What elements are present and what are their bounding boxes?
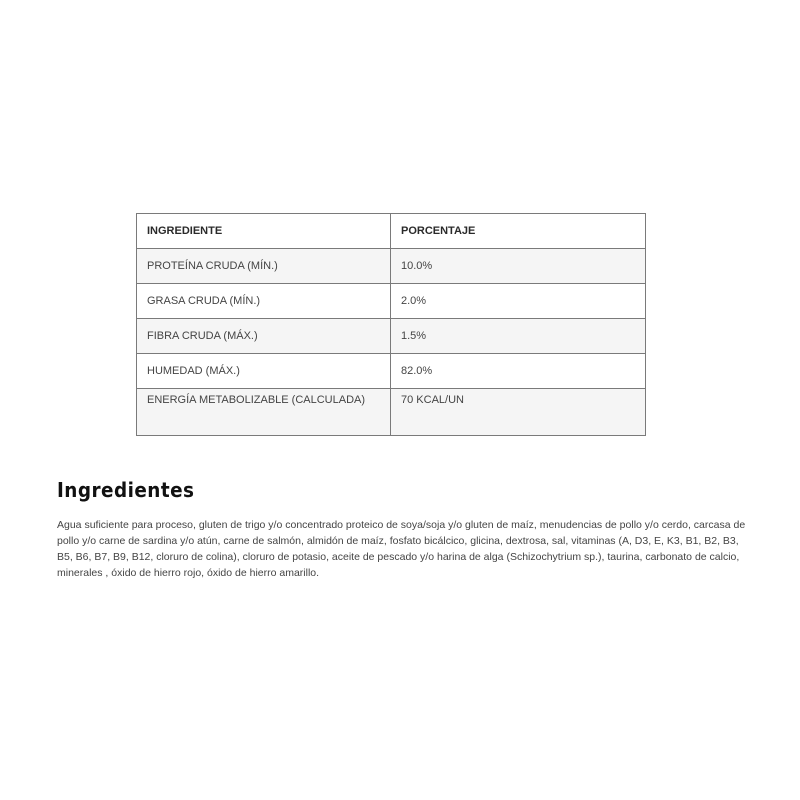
table-row — [137, 389, 646, 436]
table-row — [137, 319, 646, 354]
guaranteed-analysis-table — [136, 213, 646, 436]
ingredient-cell: PROTEÍNA CRUDA (MÍN.) — [137, 249, 391, 284]
table-row — [137, 284, 646, 319]
percentage-cell: 2.0% — [391, 284, 646, 319]
table-row — [137, 249, 646, 284]
table-header-row — [137, 214, 646, 249]
percentage-cell: 10.0% — [391, 249, 646, 284]
ingredients-heading: Ingredientes — [57, 478, 195, 502]
ingredients-text: Agua suficiente para proceso, gluten de trigo y/o concentrado proteico de soya/soja y/o gluten de maíz, menudencias de pollo y/o cerdo, carcasa de pollo y/o carne de sardina y/o atún, carne de salmón, almidón de maíz, fosfato bicálcico, glicina, dextrosa, sal, vitaminas (A, D3, E, K3, B1, B2, B3, B5, B6, B7, B9, B12, cloruro de colina), cloruro de potasio, aceite de pescado y/o harina de alga (Schizochytrium sp.), taurina, carbonato de calcio, minerales , óxido de hierro rojo, óxido de hierro amarillo. — [57, 519, 746, 579]
ingredient-cell: ENERGÍA METABOLIZABLE (CALCULADA) — [137, 389, 391, 436]
percentage-cell: 70 KCAL/UN — [391, 389, 646, 436]
percentage-cell: 82.0% — [391, 354, 646, 389]
ingredient-cell: GRASA CRUDA (MÍN.) — [137, 284, 391, 319]
column-header-percentage: PORCENTAJE — [391, 214, 646, 249]
percentage-cell: 1.5% — [391, 319, 646, 354]
table-row — [137, 354, 646, 389]
column-header-ingredient: INGREDIENTE — [137, 214, 391, 249]
ingredient-cell: HUMEDAD (MÁX.) — [137, 354, 391, 389]
ingredient-cell: FIBRA CRUDA (MÁX.) — [137, 319, 391, 354]
